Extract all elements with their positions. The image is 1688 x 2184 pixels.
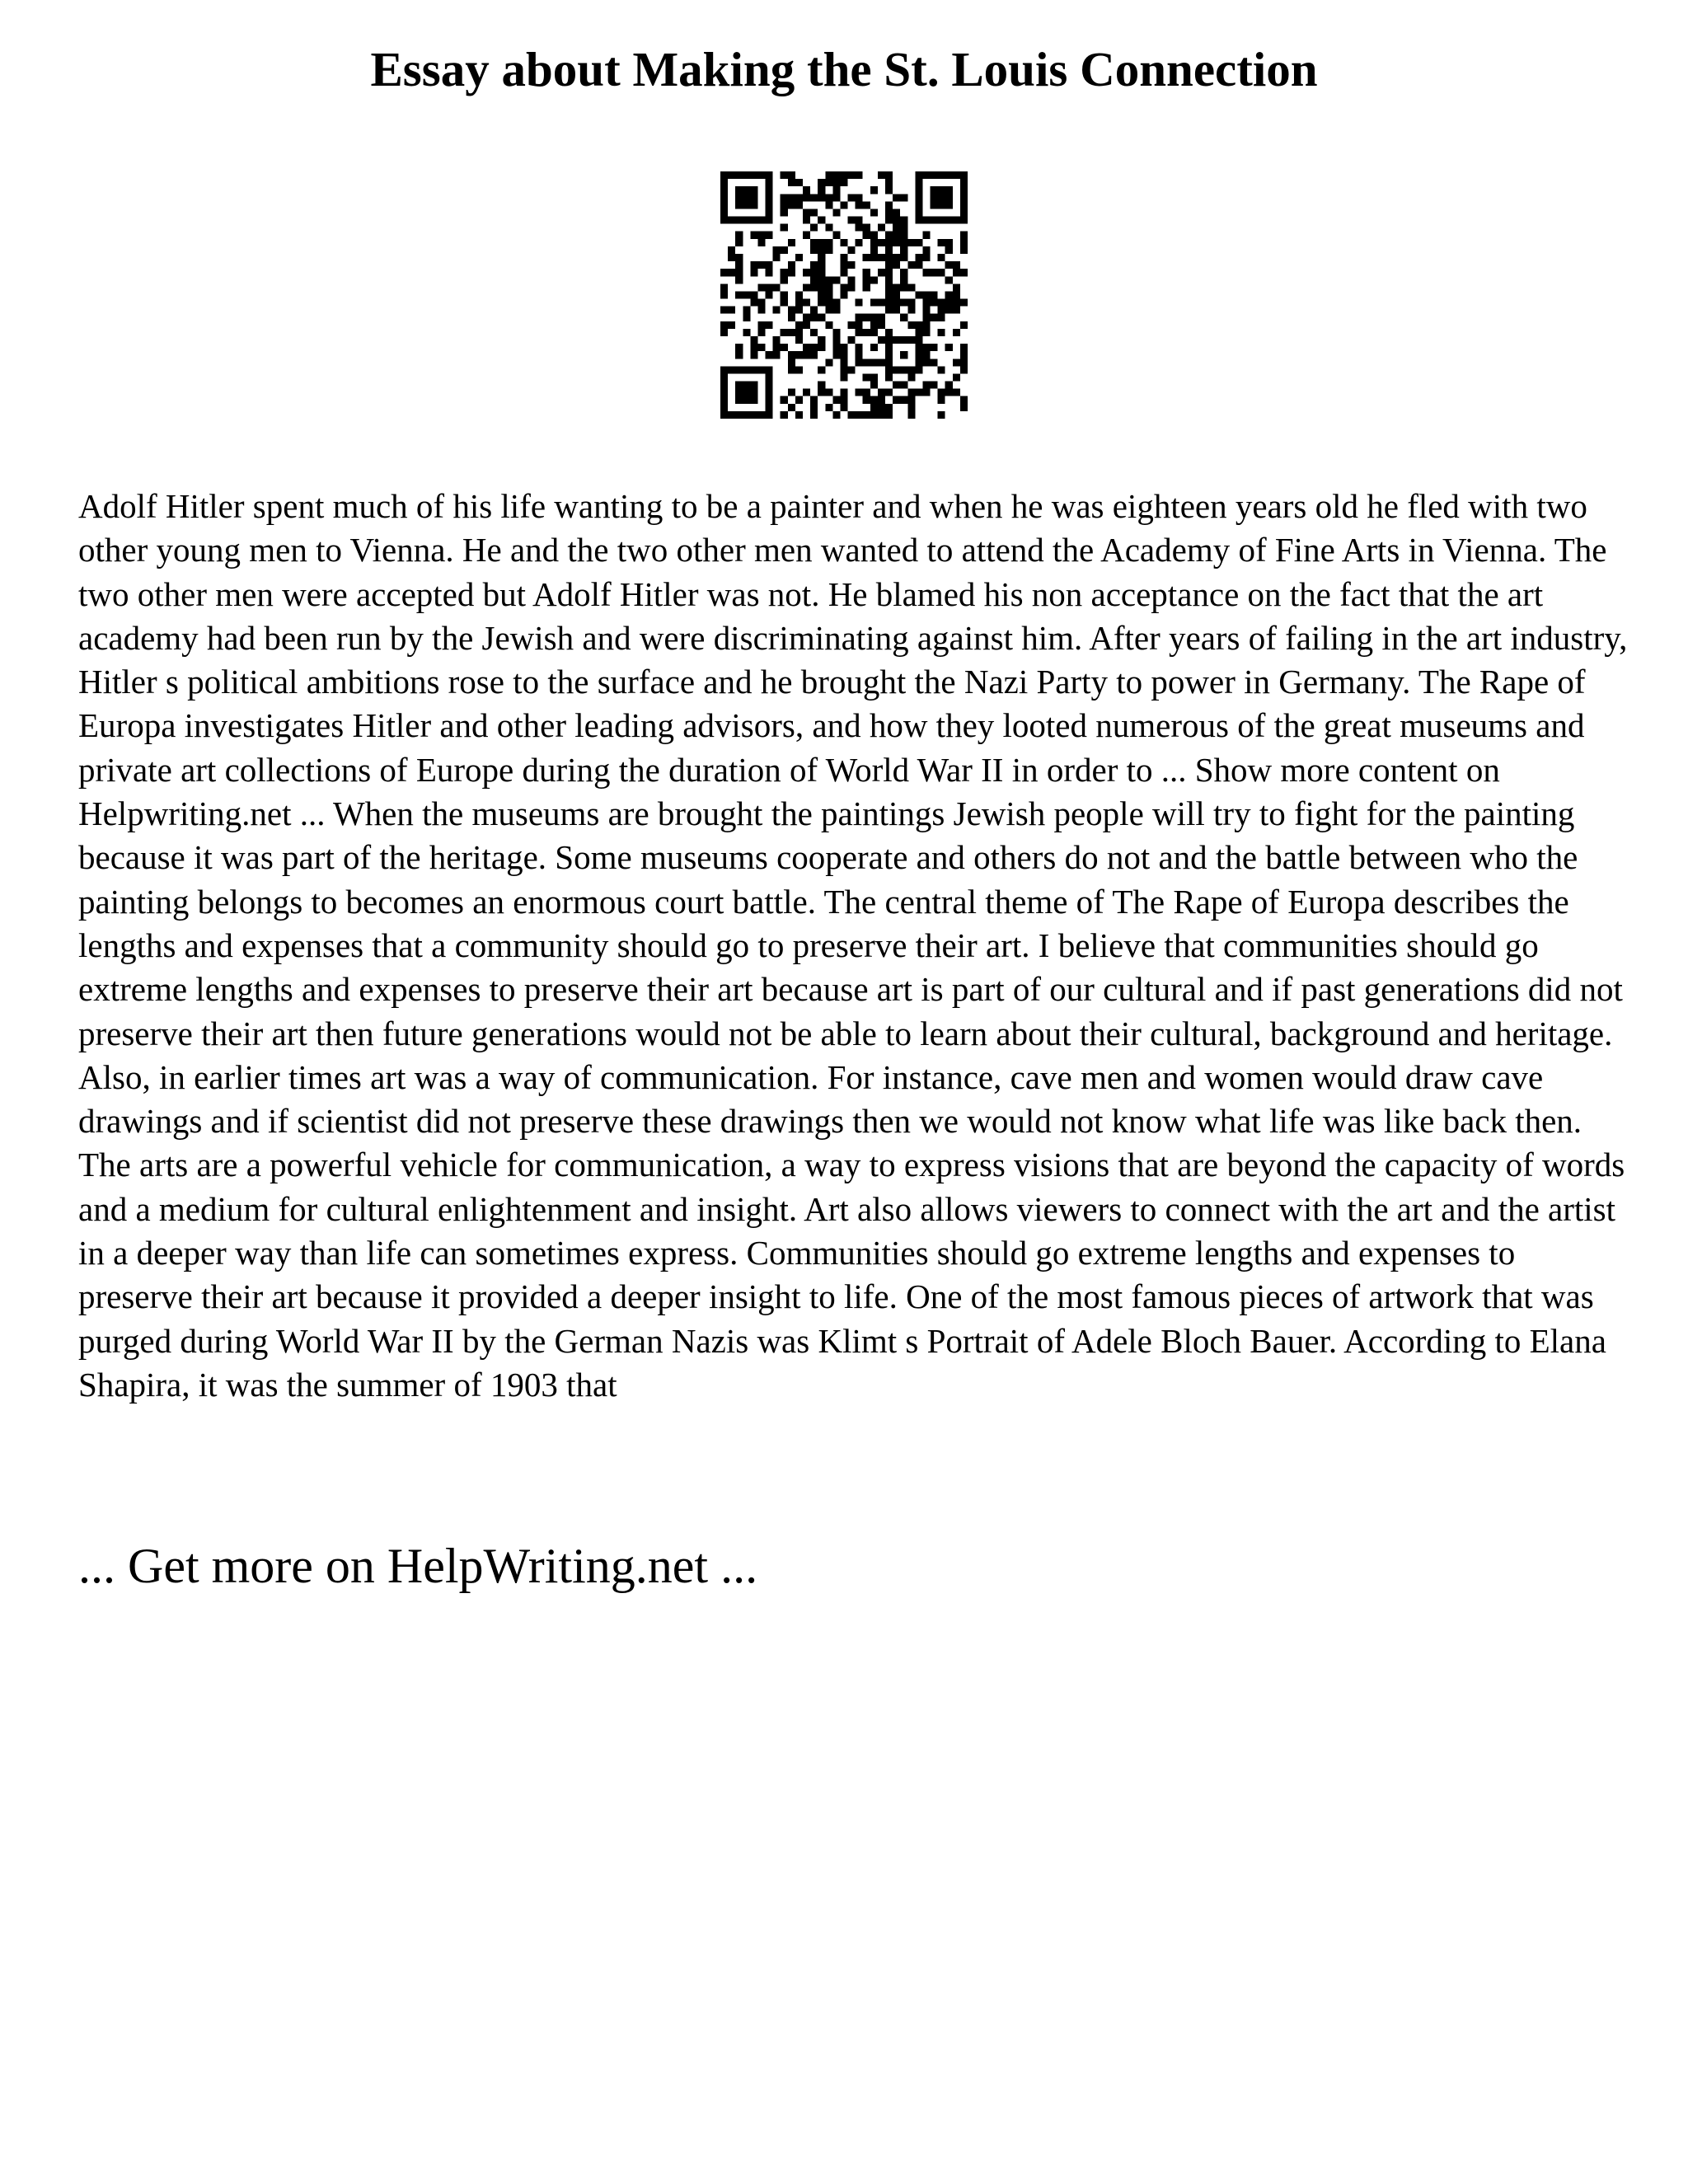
page-title: Essay about Making the St. Louis Connection bbox=[370, 42, 1318, 96]
get-more-link[interactable]: ... Get more on HelpWriting.net ... bbox=[78, 1539, 758, 1593]
qr-code-icon[interactable] bbox=[720, 171, 968, 419]
essay-body: Adolf Hitler spent much of his life wanting to be a painter and when he was eighteen years old he fled with two other young men to Vienna. He and the two other men wanted to attend the Academy of Fine Arts in Vienna. The two other men were accepted but Adolf Hitler was not. He blamed his non acceptance on the fact that the art academy had been run by the Jewish and were discriminating against him. After years of failing in the art industry, Hitler s political ambitions rose to the surface and he brought the Nazi Party to power in Germany. The Rape of Europa investigates Hitler and other leading advisors, and how they looted numerous of the great museums and private art collections of Europe during the duration of World War II in order to ... Show more content on Helpwriting.net ... When the museums are brought the paintings Jewish people will try to fight for the painting because it was part of the heritage. Some museums cooperate and others do not and the battle between who the painting belongs to becomes an enormous court battle. The central theme of The Rape of Europa describes the lengths and expenses that a community should go to preserve their art. I believe that communities should go extreme lengths and expenses to preserve their art because art is part of our cultural and if past generations did not preserve their art then future generations would not be able to learn about their cultural, background and heritage. Also, in earlier times art was a way of communication. For instance, cave men and women would draw cave drawings and if scientist did not preserve these drawings then we would not know what life was like back then. The arts are a powerful vehicle for communication, a way to express visions that are beyond the capacity of words and a medium for cultural enlightenment and insight. Art also allows viewers to connect with the art and the artist in a deeper way than life can sometimes express. Communities should go extreme lengths and expenses to preserve their art because it provided a deeper insight to life. One of the most famous pieces of artwork that was purged during World War II by the German Nazis was Klimt s Portrait of Adele Bloch Bauer. According to Elana Shapira, it was the summer of 1903 that bbox=[78, 487, 1628, 1404]
qr-code-graphic bbox=[720, 171, 968, 419]
